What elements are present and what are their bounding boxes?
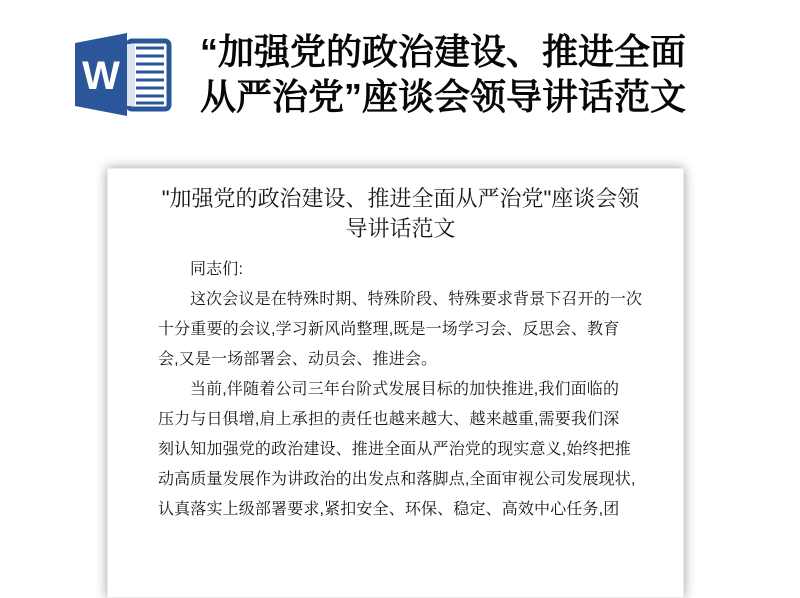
page-title <box>200 29 686 119</box>
header <box>75 29 686 119</box>
word-icon-sheet-shading <box>126 44 135 106</box>
document-body <box>158 255 643 525</box>
document-body-line: 十分重要的会议,学习新风尚整理,既是一场学习会、反思会、教育 <box>158 321 620 338</box>
document-body-line: 刻认知加强党的政治建设、推进全面从严治党的现实意义,始终把推 <box>158 441 631 458</box>
document-page <box>107 168 684 598</box>
page-title-line: 从严治党”座谈会领导讲话范文 <box>200 76 687 117</box>
document-title <box>158 184 643 244</box>
document-body-line: 动高质量发展作为讲政治的出发点和落脚点,全面审视公司发展现状, <box>158 471 636 488</box>
document-body-line: 会,又是一场部署会、动员会、推进会。 <box>158 351 438 368</box>
document-title-line: 导讲话范文 <box>345 216 456 241</box>
document-body-line: 压力与日俱增,肩上承担的责任也越来越大、越来越重,需要我们深 <box>158 411 620 428</box>
word-icon <box>75 32 172 117</box>
document-body-line: 认真落实上级部署要求,紧扣安全、环保、稳定、高效中心任务,团 <box>158 501 620 518</box>
document-body-line: 当前,伴随着公司三年台阶式发展目标的加快推进,我们面临的 <box>190 381 620 398</box>
document-body-line: 这次会议是在特殊时期、特殊阶段、特殊要求背景下召开的一次 <box>190 291 643 308</box>
word-icon-letter: W <box>82 53 120 98</box>
document-title-line: "加强党的政治建设、推进全面从严治党"座谈会领 <box>161 186 640 211</box>
page-title-line: “加强党的政治建设、推进全面 <box>200 31 687 72</box>
document-body-line: 同志们: <box>190 261 244 278</box>
